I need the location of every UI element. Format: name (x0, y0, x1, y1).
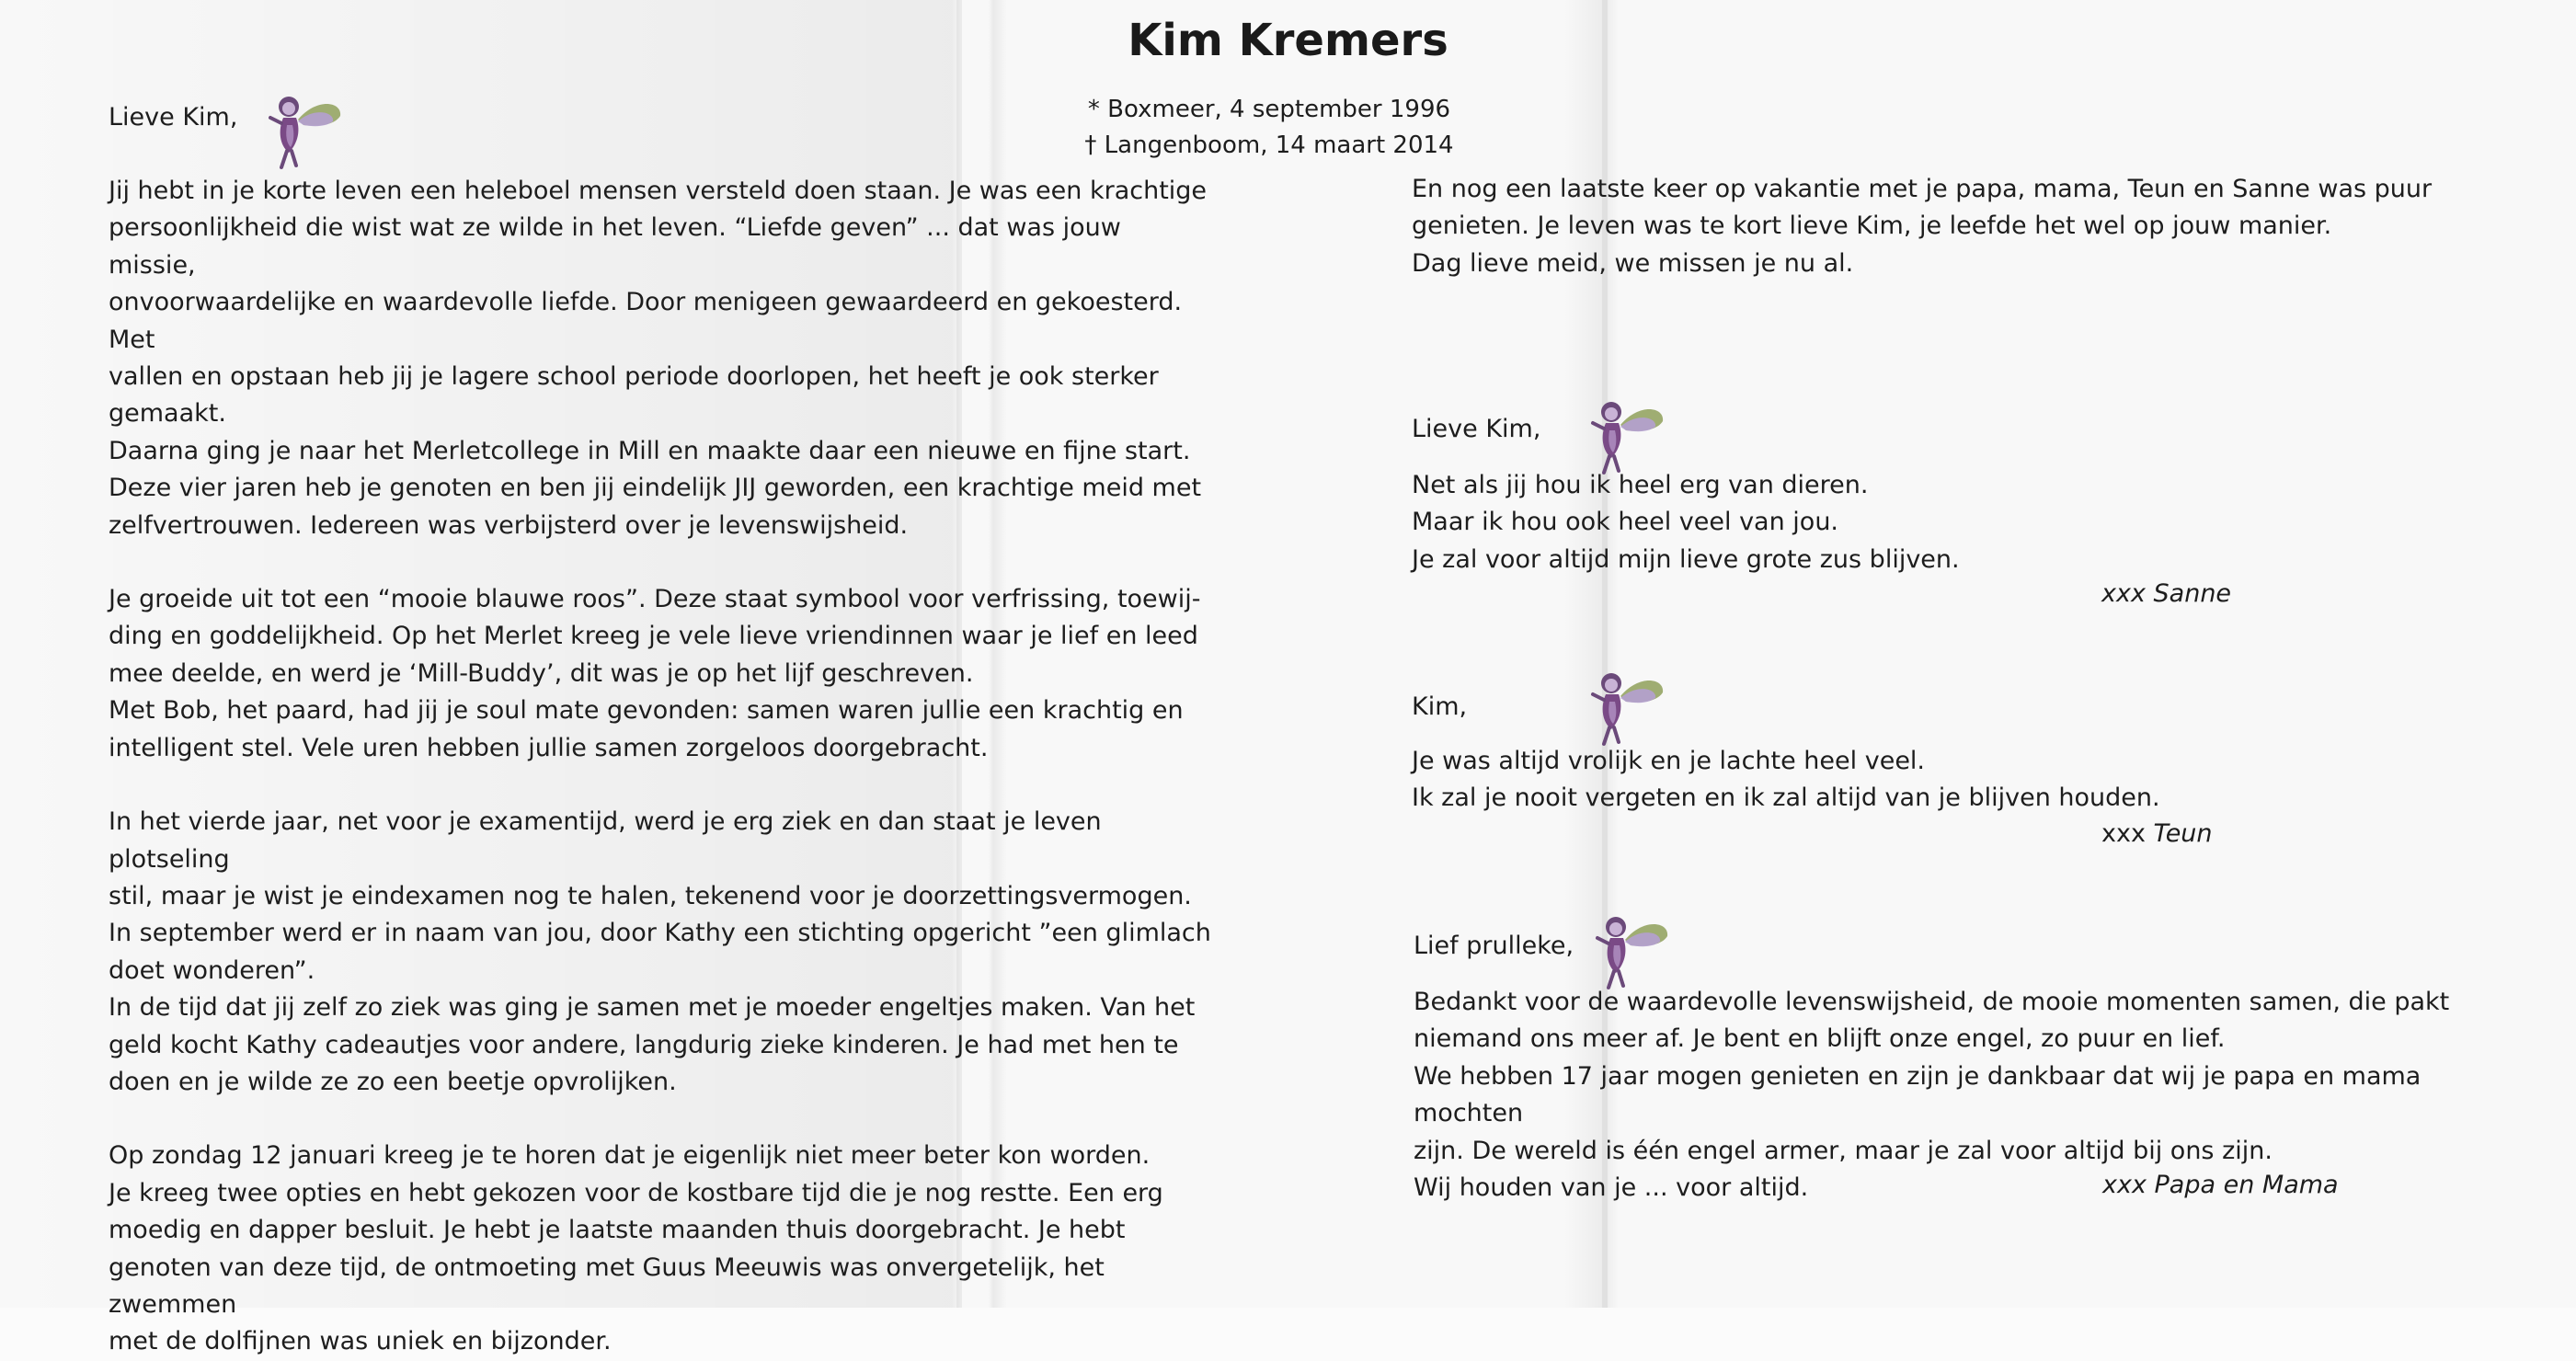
death-date: † Langenboom, 14 maart 2014 (1084, 132, 1454, 159)
text-line: zijn. De wereld is één engel armer, maar je zal voor altijd bij ons zijn. (1414, 1136, 2273, 1165)
text-line: In de tijd dat jij zelf zo ziek was ging je samen met je moeder engeltjes maken. Van het (109, 993, 1196, 1023)
angel-icon (261, 88, 344, 171)
text-line (109, 544, 1212, 581)
text-line: doet wonderen”. (109, 955, 315, 985)
text-line: In september werd er in naam van jou, door Kathy een stichting opgericht ”een glimlach (109, 919, 1211, 948)
text-line: Met Bob, het paard, had jij je soul mate gevonden: samen waren jullie een krachtig en (109, 696, 1184, 726)
text-line: En nog een laatste keer op vakantie met je papa, mama, Teun en Sanne was puur (1412, 175, 2433, 203)
salutation: Lieve Kim, (109, 103, 238, 132)
signature-name: Teun (2153, 819, 2213, 848)
text-line: Daarna ging je naar het Merletcollege in Mill en maakte daar een nieuwe en fijne start. (109, 436, 1191, 465)
text-line: vallen en opstaan heb jij je lagere school periode doorlopen, het heeft je ook sterker (109, 362, 1159, 392)
text-line: Je kreeg twee opties en hebt gekozen voor de kostbare tijd die je nog restte. Een erg (109, 1178, 1163, 1207)
text-line: doen en je wilde ze zo een beetje opvrolijken. (109, 1067, 677, 1096)
text-line: Ik zal je nooit vergeten en ik zal altijd van je blijven houden. (1412, 783, 2160, 813)
text-line: Bedankt voor de waardevolle levenswijsheid, de mooie momenten samen, die pakt (1414, 988, 2450, 1016)
salutation-parents: Lief prulleke, (1414, 932, 1574, 960)
text-line: Wij houden van je ... voor altijd. (1414, 1173, 1809, 1203)
letter-body (109, 173, 1212, 1361)
text-line: ding en goddelijkheid. Op het Merlet kreeg je vele lieve vriendinnen waar je lief en leed (109, 622, 1198, 651)
text-line: geld kocht Kathy cadeautjes voor andere, langdurig zieke kinderen. Je had met hen te (109, 1030, 1179, 1059)
text-line: genieten. Je leven was te kort lieve Kim, je leefde het wel op jouw manier. (1412, 212, 2332, 241)
salutation-teun: Kim, (1412, 692, 1468, 721)
text-line: Maar ik hou ook heel veel van jou. (1412, 508, 1839, 537)
text-line (109, 767, 1212, 804)
angel-icon (1584, 665, 1666, 748)
letter-sanne-body (1412, 467, 2331, 578)
text-line: genoten van deze tijd, de ontmoeting met Guus Meeuwis was onvergetelijk, het zwemmen (109, 1252, 1105, 1319)
salutation-sanne: Lieve Kim, (1412, 415, 1541, 443)
text-line: Je zal voor altijd mijn lieve grote zus blijven. (1412, 544, 1960, 574)
signature-sanne: xxx Sanne (2101, 579, 2232, 608)
text-line: gemaakt. (109, 399, 226, 429)
text-line: In het vierde jaar, net voor je examentijd, werd je erg ziek en dan staat je leven plotseling (109, 807, 1102, 874)
letter-teun-body (1412, 743, 2423, 818)
text-line: Je was altijd vrolijk en je lachte heel veel. (1412, 747, 1926, 775)
text-line: met de dolfijnen was uniek en bijzonder. (109, 1327, 612, 1356)
birth-date: * Boxmeer, 4 september 1996 (1087, 96, 1451, 123)
text-line: Jij hebt in je korte leven een heleboel mensen versteld doen staan. Je was een krachtige (109, 177, 1208, 205)
text-line: onvoorwaardelijke en waardevolle liefde. Door menigeen gewaardeerd en gekoesterd. Met (109, 288, 1183, 354)
deceased-name: Kim Kremers (1128, 15, 1448, 66)
letter-parents-body (1414, 984, 2517, 1207)
text-line: Net als jij hou ik heel erg van dieren. (1412, 471, 1869, 499)
letter-continuation (1412, 171, 2515, 282)
text-line: intelligent stel. Vele uren hebben jullie samen zorgeloos doorgebracht. (109, 733, 989, 762)
text-line: We hebben 17 jaar mogen genieten en zijn je dankbaar dat wij je papa en mama mochten (1414, 1061, 2421, 1128)
text-line: stil, maar je wist je eindexamen nog te halen, tekenend voor je doorzettingsvermogen. (109, 881, 1192, 910)
signature-prefix: xxx (2101, 819, 2146, 848)
dates (1058, 92, 1481, 164)
text-line: Op zondag 12 januari kreeg je te horen dat je eigenlijk niet meer beter kon worden. (109, 1141, 1151, 1171)
text-line: Dag lieve meid, we missen je nu al. (1412, 248, 1854, 278)
signature-parents: xxx Papa en Mama (2102, 1171, 2339, 1199)
text-line: Deze vier jaren heb je genoten en ben jij eindelijk JIJ geworden, een krachtige meid met (109, 474, 1202, 503)
text-line (109, 1101, 1212, 1138)
text-line: Je groeide uit tot een “mooie blauwe roos”. Deze staat symbool voor verfrissing, toewij- (109, 585, 1201, 614)
signature-teun (2101, 819, 2213, 848)
text-line: niemand ons meer af. Je bent en blijft onze engel, zo puur en lief. (1414, 1024, 2226, 1054)
text-line: moedig en dapper besluit. Je hebt je laatste maanden thuis doorgebracht. Je hebt (109, 1216, 1126, 1245)
text-line: persoonlijkheid die wist wat ze wilde in het leven. “Liefde geven” ... dat was jouw missie, (109, 213, 1121, 280)
angel-icon (1584, 394, 1666, 476)
angel-icon (1588, 909, 1671, 991)
text-line: zelfvertrouwen. Iedereen was verbijsterd over je levenswijsheid. (109, 510, 909, 540)
text-line: mee deelde, en werd je ‘Mill-Buddy’, dit was je op het lijf geschreven. (109, 658, 974, 688)
